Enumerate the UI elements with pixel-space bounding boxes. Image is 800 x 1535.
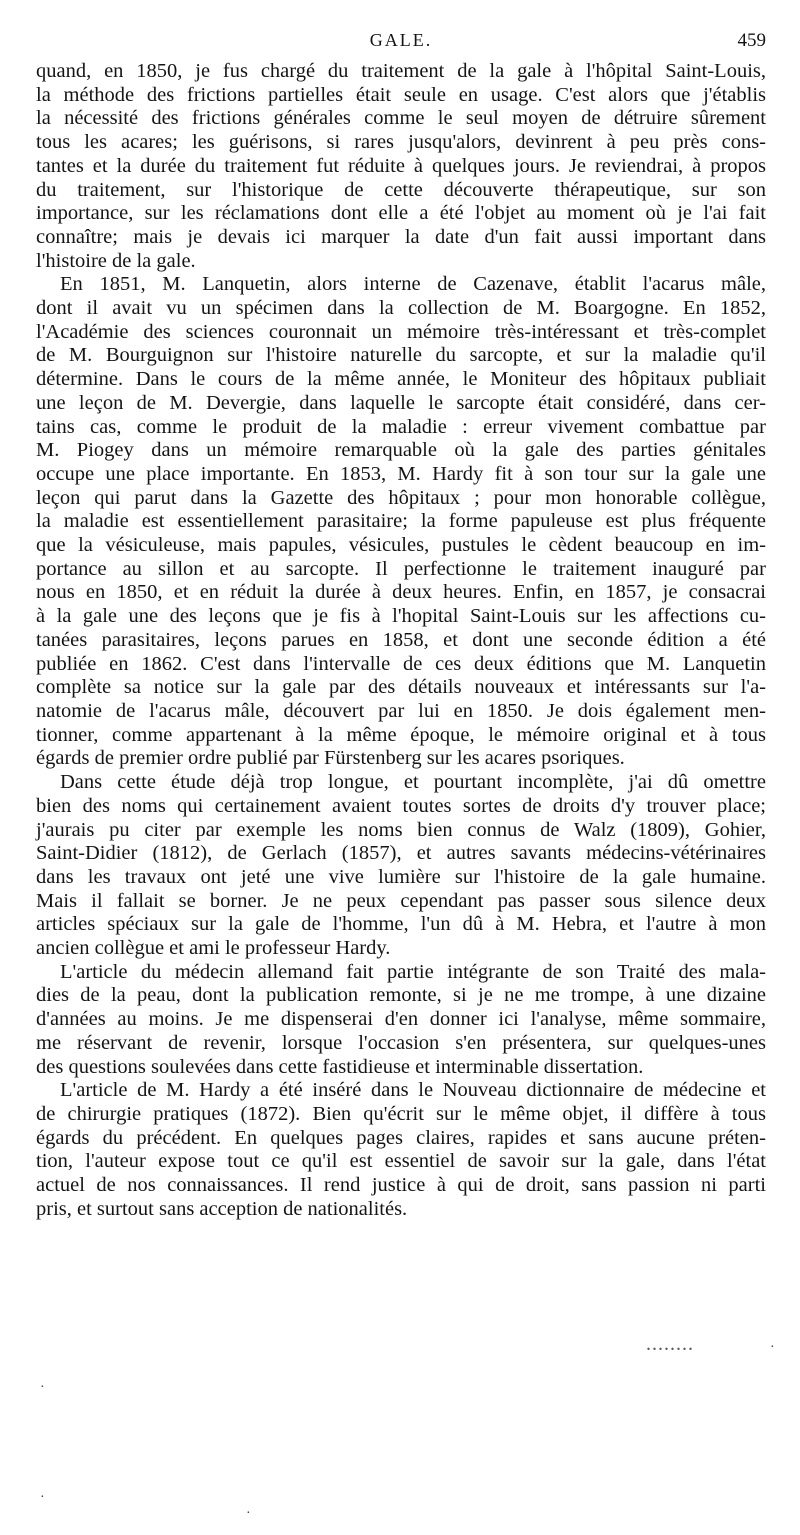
running-title: GALE.: [369, 30, 433, 50]
text-line: Saint-Didier (1812), de Gerlach (1857), et autres savants médecins-vétérinaires: [36, 842, 766, 865]
text-line: quand, en 1850, je fus chargé du traitement de la gale à l'hôpital Saint-Louis,: [36, 60, 766, 82]
text-line: portance au sillon et au sarcopte. Il perfectionne le traitement inauguré par: [36, 557, 766, 580]
text-line: tains cas, comme le produit de la maladie : erreur vivement combattue par: [36, 415, 766, 438]
text-line: articles spéciaux sur la gale de l'homme, l'un dû à M. Hebra, et l'autre à mon: [36, 913, 766, 936]
text-line: M. Piogey dans un mémoire remarquable où la gale des parties génitales: [36, 439, 766, 462]
text-line: la nécessité des frictions générales comme le seul moyen de détruire sûrement: [36, 107, 766, 130]
paragraph-1: [36, 60, 766, 273]
text-line: complète sa notice sur la gale par des détails nouveaux et intéressants sur l'a-: [36, 676, 766, 699]
text-line: tantes et la durée du traitement fut réduite à quelques jours. Je reviendrai, à propos: [36, 154, 766, 177]
text-line: d'années au moins. Je me dispenserai d'en donner ici l'analyse, même sommaire,: [36, 1008, 766, 1031]
text-line: En 1851, M. Lanquetin, alors interne de Cazenave, établit l'acarus mâle,: [60, 273, 766, 296]
text-line: nous en 1850, et en réduit la durée à deux heures. Enfin, en 1857, je consacrai: [36, 581, 766, 604]
text-line: natomie de l'acarus mâle, découvert par lui en 1850. Je dois également men-: [36, 699, 766, 722]
text-line: tanées parasitaires, leçons parues en 1858, et dont une seconde édition a été: [36, 628, 766, 651]
text-line: une leçon de M. Devergie, dans laquelle le sarcopte était considéré, dans cer-: [36, 391, 766, 414]
paragraph-5: [36, 1079, 766, 1221]
text-line: dies de la peau, dont la publication remonte, si je ne me trompe, à une dizaine: [36, 984, 766, 1007]
text-line: l'Académie des sciences couronnait un mémoire très-intéressant et très-complet: [36, 320, 766, 343]
text-line: leçon qui parut dans la Gazette des hôpitaux ; pour mon honorable collègue,: [36, 486, 766, 509]
page-speck: ·: [770, 1340, 775, 1355]
text-line: de M. Bourguignon sur l'histoire naturelle du sarcopte, et sur la maladie qu'il: [36, 344, 766, 367]
text-line: l'histoire de la gale.: [36, 249, 196, 272]
text-line: tion, l'auteur expose tout ce qu'il est essentiel de savoir sur la gale, dans l'état: [36, 1150, 766, 1173]
text-line: Mais il fallait se borner. Je ne peux cependant pas passer sous silence deux: [36, 889, 766, 912]
text-line: que la vésiculeuse, mais papules, vésicules, pustules le cèdent beaucoup en im-: [36, 534, 766, 557]
page-speck: ·: [246, 1506, 251, 1521]
text-line: actuel de nos connaissances. Il rend justice à qui de droit, sans passion ni parti: [36, 1174, 766, 1197]
text-line: L'article du médecin allemand fait partie intégrante de son Traité des mala-: [60, 960, 766, 983]
text-line: L'article de M. Hardy a été inséré dans le Nouveau dictionnaire de médecine et: [60, 1079, 766, 1102]
text-line: j'aurais pu citer par exemple les noms bien connus de Walz (1809), Gohier,: [36, 818, 766, 841]
paragraph-3: [36, 771, 766, 961]
paragraph-2: [36, 273, 766, 771]
text-line: pris, et surtout sans acception de nationalités.: [36, 1197, 408, 1220]
text-line: Dans cette étude déjà trop longue, et pourtant incomplète, j'ai dû omettre: [60, 771, 766, 794]
text-line: dans les travaux ont jeté une vive lumière sur l'histoire de la gale humaine.: [36, 865, 766, 888]
text-line: des questions soulevées dans cette fastidieuse et interminable dissertation.: [36, 1055, 644, 1078]
text-line: dont il avait vu un spécimen dans la collection de M. Boargogne. En 1852,: [36, 297, 766, 320]
text-line: à la gale une des leçons que je fis à l'hopital Saint-Louis sur les affections cu-: [36, 605, 766, 628]
page-speck: ·: [40, 1380, 45, 1395]
text-line: tous les acares; les guérisons, si rares jusqu'alors, devinrent à peu près cons-: [36, 131, 766, 154]
text-line: la méthode des frictions partielles était seule en usage. C'est alors que j'établis: [36, 83, 766, 106]
page-speck: ·: [40, 1490, 45, 1505]
text-line: importance, sur les réclamations dont elle a été l'objet au moment où je l'ai fait: [36, 202, 766, 225]
trailing-dots: ........: [646, 1333, 694, 1355]
text-line: égards du précédent. En quelques pages claires, rapides et sans aucune préten-: [36, 1126, 766, 1149]
paragraph-4: [36, 961, 766, 1080]
text-line: connaître; mais je devais ici marquer la date d'un fait aussi important dans: [36, 225, 766, 248]
text-line: bien des noms qui certainement avaient toutes sortes de droits d'y trouver place;: [36, 794, 766, 817]
text-line: égards de premier ordre publié par Fürstenberg sur les acares psoriques.: [36, 747, 625, 770]
text-line: ancien collègue et ami le professeur Hardy.: [36, 937, 391, 960]
text-line: la maladie est essentiellement parasitaire; la forme papuleuse est plus fréquente: [36, 510, 766, 533]
page-header: [36, 30, 766, 56]
text-line: détermine. Dans le cours de la même année, le Moniteur des hôpitaux publiait: [36, 368, 766, 391]
text-line: occupe une place importante. En 1853, M. Hardy fit à son tour sur la gale une: [36, 462, 766, 485]
text-line: me réservant de revenir, lorsque l'occasion s'en présentera, sur quelques-unes: [36, 1031, 766, 1054]
text-line: de chirurgie pratiques (1872). Bien qu'écrit sur le même objet, il diffère à tous: [36, 1102, 766, 1125]
text-line: tionner, comme appartenant à la même époque, le mémoire original et à tous: [36, 723, 766, 746]
text-line: publiée en 1862. C'est dans l'intervalle de ces deux éditions que M. Lanquetin: [36, 652, 766, 675]
text-line: du traitement, sur l'historique de cette découverte thérapeutique, sur son: [36, 178, 766, 201]
page-number: 459: [737, 30, 766, 51]
body-text: [36, 60, 766, 1221]
